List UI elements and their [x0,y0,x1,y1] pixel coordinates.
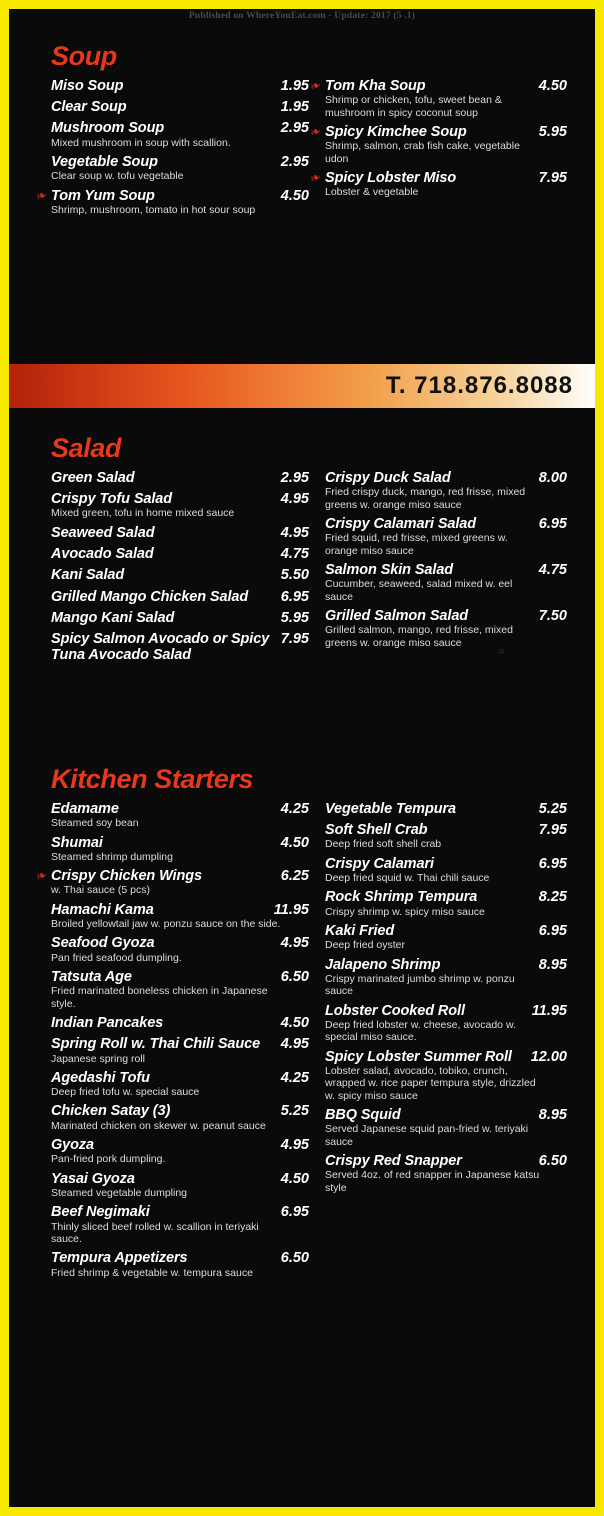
menu-item-name: Hamachi Kama [51,901,154,918]
menu-item-description: Cucumber, seaweed, salad mixed w. eel sauce [325,578,513,603]
menu-item [325,822,567,851]
menu-item [51,1103,309,1132]
menu-item-name: Crispy Red Snapper [325,1152,462,1169]
menu-item-name: Crispy Duck Salad [325,470,451,486]
spicy-pepper-icon: ❧ [33,186,49,205]
menu-item-price: 8.25 [538,889,567,906]
menu-item-row [51,868,309,884]
menu-item-price: 6.95 [280,1204,309,1221]
kitchen-left-column [33,801,309,1284]
menu-item-description: Mixed mushroom in soup with scallion. [51,136,231,149]
menu-item-row [51,835,309,851]
menu-item-name: Yasai Gyoza [51,1170,135,1187]
menu-item [51,1015,309,1031]
menu-item-price: 4.25 [280,801,309,817]
menu-item-name: BBQ Squid [325,1107,401,1123]
menu-item [51,546,309,562]
section-title-soup: Soup [51,41,117,71]
menu-item-description: Japanese spring roll [51,1052,145,1065]
menu-item-price: 5.25 [280,1103,309,1120]
menu-item-price: 4.25 [280,1069,309,1086]
menu-item-row [325,856,567,872]
menu-item-name: Miso Soup [51,78,124,94]
menu-item-price: 6.95 [538,855,567,872]
menu-item [51,969,309,1010]
salad-columns [9,470,595,668]
menu-item-name: Crispy Tofu Salad [51,491,173,508]
menu-item-row [325,78,567,94]
menu-item-row [51,491,309,507]
spicy-pepper-icon: ❧ [307,168,323,187]
menu-item-description: Shrimp, mushroom, tomato in hot sour soup [51,203,256,216]
menu-item-row [51,1137,309,1153]
menu-item-price: 6.95 [538,923,567,940]
menu-item-row [325,1153,567,1169]
menu-item-row [51,589,309,605]
menu-item [325,470,567,511]
menu-item-name: Seaweed Salad [51,524,155,541]
menu-item-name: Rock Shrimp Tempura [325,889,478,906]
menu-item-description: Fried shrimp & vegetable w. tempura sauce [51,1266,253,1279]
menu-item-row [325,470,567,486]
section-salad [9,433,595,668]
menu-item-row [51,525,309,541]
menu-item-name: Mushroom Soup [51,120,165,137]
menu-item-price: 6.50 [280,1250,309,1267]
menu-item-price: 1.95 [280,99,309,116]
menu-item-name: Crispy Calamari Salad [325,515,477,532]
section-soup [9,41,595,221]
menu-item [51,491,309,520]
menu-item [307,76,567,119]
spicy-pepper-icon: ❧ [307,76,323,95]
menu-item [51,610,309,626]
menu-item-row [325,562,567,578]
menu-item-row [51,188,309,204]
menu-item [51,120,309,149]
menu-item-name: Jalapeno Shrimp [325,956,441,973]
section-title-salad: Salad [51,433,122,463]
menu-item [51,525,309,541]
phone-banner [9,362,595,410]
menu-item-row [51,1103,309,1119]
section-kitchen-starters [9,764,595,1284]
menu-item-row [51,1171,309,1187]
menu-item-description: Fried squid, red frisse, mixed greens w. orange miso sauce [325,532,508,557]
soup-right-column [309,78,567,221]
menu-item-name: Spring Roll w. Thai Chili Sauce [51,1036,261,1053]
menu-item [51,1070,309,1099]
menu-item-name: Kani Salad [51,567,125,584]
menu-item-row [325,1049,567,1065]
menu-item-price: 6.95 [280,588,309,605]
menu-item [51,631,309,663]
menu-item-row [51,470,309,486]
menu-item-name: Spicy Lobster Miso [325,169,457,186]
menu-item-description: Deep fried tofu w. special sauce [51,1086,200,1099]
menu-item-description: Marinated chicken on skewer w. peanut sauce [51,1119,266,1132]
menu-item [325,1153,567,1194]
menu-item-description: Pan fried seafood dumpling. [51,951,182,964]
menu-item-description: Served 4oz. of red snapper in Japanese katsu style [325,1169,540,1194]
menu-item [51,99,309,115]
menu-item-row [51,902,309,918]
menu-item-name: Green Salad [51,470,135,486]
menu-item-row [325,124,567,140]
menu-item-row [51,99,309,115]
menu-item-price: 8.95 [538,1107,567,1123]
menu-item-price: 6.50 [280,969,309,986]
menu-item-name: Tatsuta Age [51,969,132,986]
menu-item [307,168,567,199]
menu-item-row [51,1036,309,1052]
menu-item-description: Shrimp or chicken, tofu, sweet bean & mushroom in spicy coconut soup [325,94,502,119]
menu-item-price: 1.95 [280,78,309,94]
menu-item-description: Crispy shrimp w. spicy miso sauce [325,905,485,918]
phone-number[interactable]: T. 718.876.8088 [385,372,573,399]
menu-item-row [325,801,567,817]
menu-item-description: Broiled yellowtail jaw w. ponzu sauce on the side. [51,918,281,931]
menu-item-description: Thinly sliced beef rolled w. scallion in teriyaki sauce. [51,1220,259,1245]
menu-item-description: w. Thai sauce (5 pcs) [51,884,151,897]
menu-item-row [325,822,567,838]
menu-item-name: Seafood Gyoza [51,935,155,952]
menu-item-price: 4.95 [280,935,309,952]
menu-item-description: Steamed soy bean [51,817,139,830]
menu-item-row [51,1204,309,1220]
menu-item-row [325,1107,567,1123]
menu-item-price: 4.75 [280,546,309,563]
menu-item [51,1171,309,1200]
menu-item-price: 2.95 [280,470,309,486]
menu-item [325,562,567,603]
menu-item-description: Deep fried squid w. Thai chili sauce [325,872,490,885]
menu-item [51,902,309,931]
salad-left-column [51,470,309,668]
menu-item-price: 4.95 [280,524,309,541]
menu-item-row [51,1250,309,1266]
menu-item-price: 12.00 [530,1048,567,1065]
menu-item-price: 7.95 [538,822,567,839]
menu-item-description: Pan-fried pork dumpling. [51,1153,166,1166]
menu-item-description: Crispy marinated jumbo shrimp w. ponzu sauce [325,972,515,998]
menu-item-row [325,170,567,186]
menu-item-name: Gyoza [51,1137,95,1154]
menu-item-name: Chicken Satay (3) [51,1103,171,1120]
menu-item-name: Indian Pancakes [51,1015,164,1032]
menu-item-description: Fried crispy duck, mango, red frisse, mixed greens w. orange miso sauce [325,486,526,511]
menu-item-description: Steamed shrimp dumpling [51,850,173,863]
menu-item-price: 4.50 [280,1015,309,1032]
menu-item [325,801,567,817]
menu-item-row [51,567,309,583]
menu-item [325,856,567,885]
menu-item [51,470,309,486]
soup-left-column [33,78,309,221]
menu-item-description: Deep fried lobster w. cheese, avocado w. special miso sauce. [325,1018,516,1044]
publisher-credit: Published on WhereYouEat.com - Update: 2017 (5 .1) [188,11,416,21]
spicy-pepper-icon: ❧ [307,122,323,141]
menu-item-name: Shumai [51,834,103,851]
menu-item-price: 4.50 [538,78,567,94]
menu-item [51,589,309,605]
menu-item-price: 6.25 [280,868,309,885]
menu-item-price: 4.50 [280,1170,309,1187]
menu-item-name: Beef Negimaki [51,1204,150,1221]
menu-item-price: 5.95 [538,123,567,140]
menu-item-description: Lobster & vegetable [325,186,419,199]
menu-item-row [51,935,309,951]
menu-item-description: Steamed vegetable dumpling [51,1186,188,1199]
menu-item-row [325,516,567,532]
menu-item-name: Vegetable Tempura [325,801,456,817]
menu-item-name: Tempura Appetizers [51,1250,188,1267]
menu-item-price: 7.95 [280,631,309,648]
menu-item-row [325,1003,567,1019]
menu-item [51,1204,309,1245]
menu-item [325,516,567,557]
menu-item-name: Spicy Lobster Summer Roll [325,1048,512,1065]
menu-item [51,1250,309,1279]
menu-item [325,1003,567,1044]
menu-item [51,1036,309,1065]
menu-item [307,122,567,165]
menu-item-name: Tom Kha Soup [325,78,426,94]
menu-item-name: Soft Shell Crab [325,822,428,839]
menu-item-name: Kaki Fried [325,923,395,940]
menu-item-name: Mango Kani Salad [51,609,175,626]
menu-item [325,889,567,918]
menu-item-price: 4.95 [280,491,309,508]
menu-item-name: Crispy Chicken Wings [51,868,202,885]
salad-right-column [309,470,567,668]
menu-item-description: Deep fried soft shell crab [325,838,442,851]
menu-item-price: 6.50 [538,1152,567,1169]
menu-item-name: Vegetable Soup [51,154,158,171]
menu-item-name: Grilled Salmon Salad [325,607,469,624]
menu-item-name: Tom Yum Soup [51,187,155,204]
menu-item [51,835,309,864]
menu-item-price: 4.75 [538,561,567,578]
menu-item-name: Clear Soup [51,99,127,116]
menu-item-price: 6.95 [538,515,567,532]
menu-item-name: Agedashi Tofu [51,1069,150,1086]
decorative-dot: ○ [499,646,505,656]
menu-item-name: Lobster Cooked Roll [325,1002,465,1019]
menu-item-description: Shrimp, salmon, crab fish cake, vegetable udon [325,140,520,165]
menu-item-row [325,608,567,624]
menu-item-row [51,1070,309,1086]
menu-item-name: Spicy Kimchee Soup [325,123,467,140]
menu-item [51,935,309,964]
menu-item-name: Crispy Calamari [325,855,434,872]
menu-item-description: Served Japanese squid pan-fried w. teriyaki sauce [325,1123,529,1148]
menu-item [33,866,309,897]
menu-item-description: Mixed green, tofu in home mixed sauce [51,507,235,520]
soup-columns [9,78,595,221]
menu-page [9,9,595,1507]
menu-item-price: 5.25 [538,801,567,817]
menu-item-description: Clear soup w. tofu vegetable [51,170,184,183]
menu-item-price: 7.95 [538,169,567,186]
menu-item-description: Grilled salmon, mango, red frisse, mixed greens w. orange miso sauce [325,624,513,649]
menu-item-price: 8.00 [538,470,567,486]
menu-item-price: 4.50 [280,187,309,204]
menu-item [51,567,309,583]
menu-item-row [51,120,309,136]
menu-item-description: Deep fried oyster [325,939,405,952]
menu-item [325,923,567,952]
menu-item-description: Fried marinated boneless chicken in Japanese style. [51,985,268,1010]
menu-item [51,78,309,94]
menu-item-description: Lobster salad, avocado, tobiko, crunch, wrapped w. rice paper tempura style, drizzled w. spicy miso sauce [325,1064,536,1102]
menu-item-price: 2.95 [280,154,309,171]
menu-item [33,186,309,217]
menu-item-row [51,631,309,663]
menu-item [51,801,309,830]
menu-item-price: 5.95 [280,609,309,626]
menu-item [325,608,567,649]
menu-item [325,957,567,998]
menu-item [51,154,309,183]
menu-item-row [51,546,309,562]
menu-item-price: 2.95 [280,120,309,137]
menu-item-row [325,957,567,973]
menu-item-price: 8.95 [538,956,567,973]
menu-item-price: 11.95 [273,901,309,918]
menu-item [325,1049,567,1102]
menu-item-row [325,889,567,905]
menu-item-price: 11.95 [531,1002,567,1019]
menu-item-name: Grilled Mango Chicken Salad [51,588,249,605]
kitchen-right-column [309,801,567,1284]
menu-item-row [51,610,309,626]
menu-item-price: 4.95 [280,1036,309,1053]
menu-item-price: 5.50 [280,567,309,584]
menu-item-name: Edamame [51,801,119,817]
section-title-kitchen-starters: Kitchen Starters [51,764,254,794]
menu-item-name: Salmon Skin Salad [325,561,454,578]
menu-item-name: Spicy Salmon Avocado or Spicy Tuna Avocado Salad [51,631,270,664]
menu-item-row [51,154,309,170]
menu-item-price: 7.50 [538,607,567,624]
menu-item-row [51,78,309,94]
menu-item-row [51,1015,309,1031]
menu-item [325,1107,567,1148]
menu-item [51,1137,309,1166]
menu-item-name: Avocado Salad [51,546,154,563]
menu-item-price: 4.95 [280,1137,309,1154]
spicy-pepper-icon: ❧ [33,866,49,885]
menu-item-row [325,923,567,939]
menu-item-row [51,969,309,985]
menu-item-row [51,801,309,817]
kitchen-columns [9,801,595,1284]
menu-item-price: 4.50 [280,834,309,851]
